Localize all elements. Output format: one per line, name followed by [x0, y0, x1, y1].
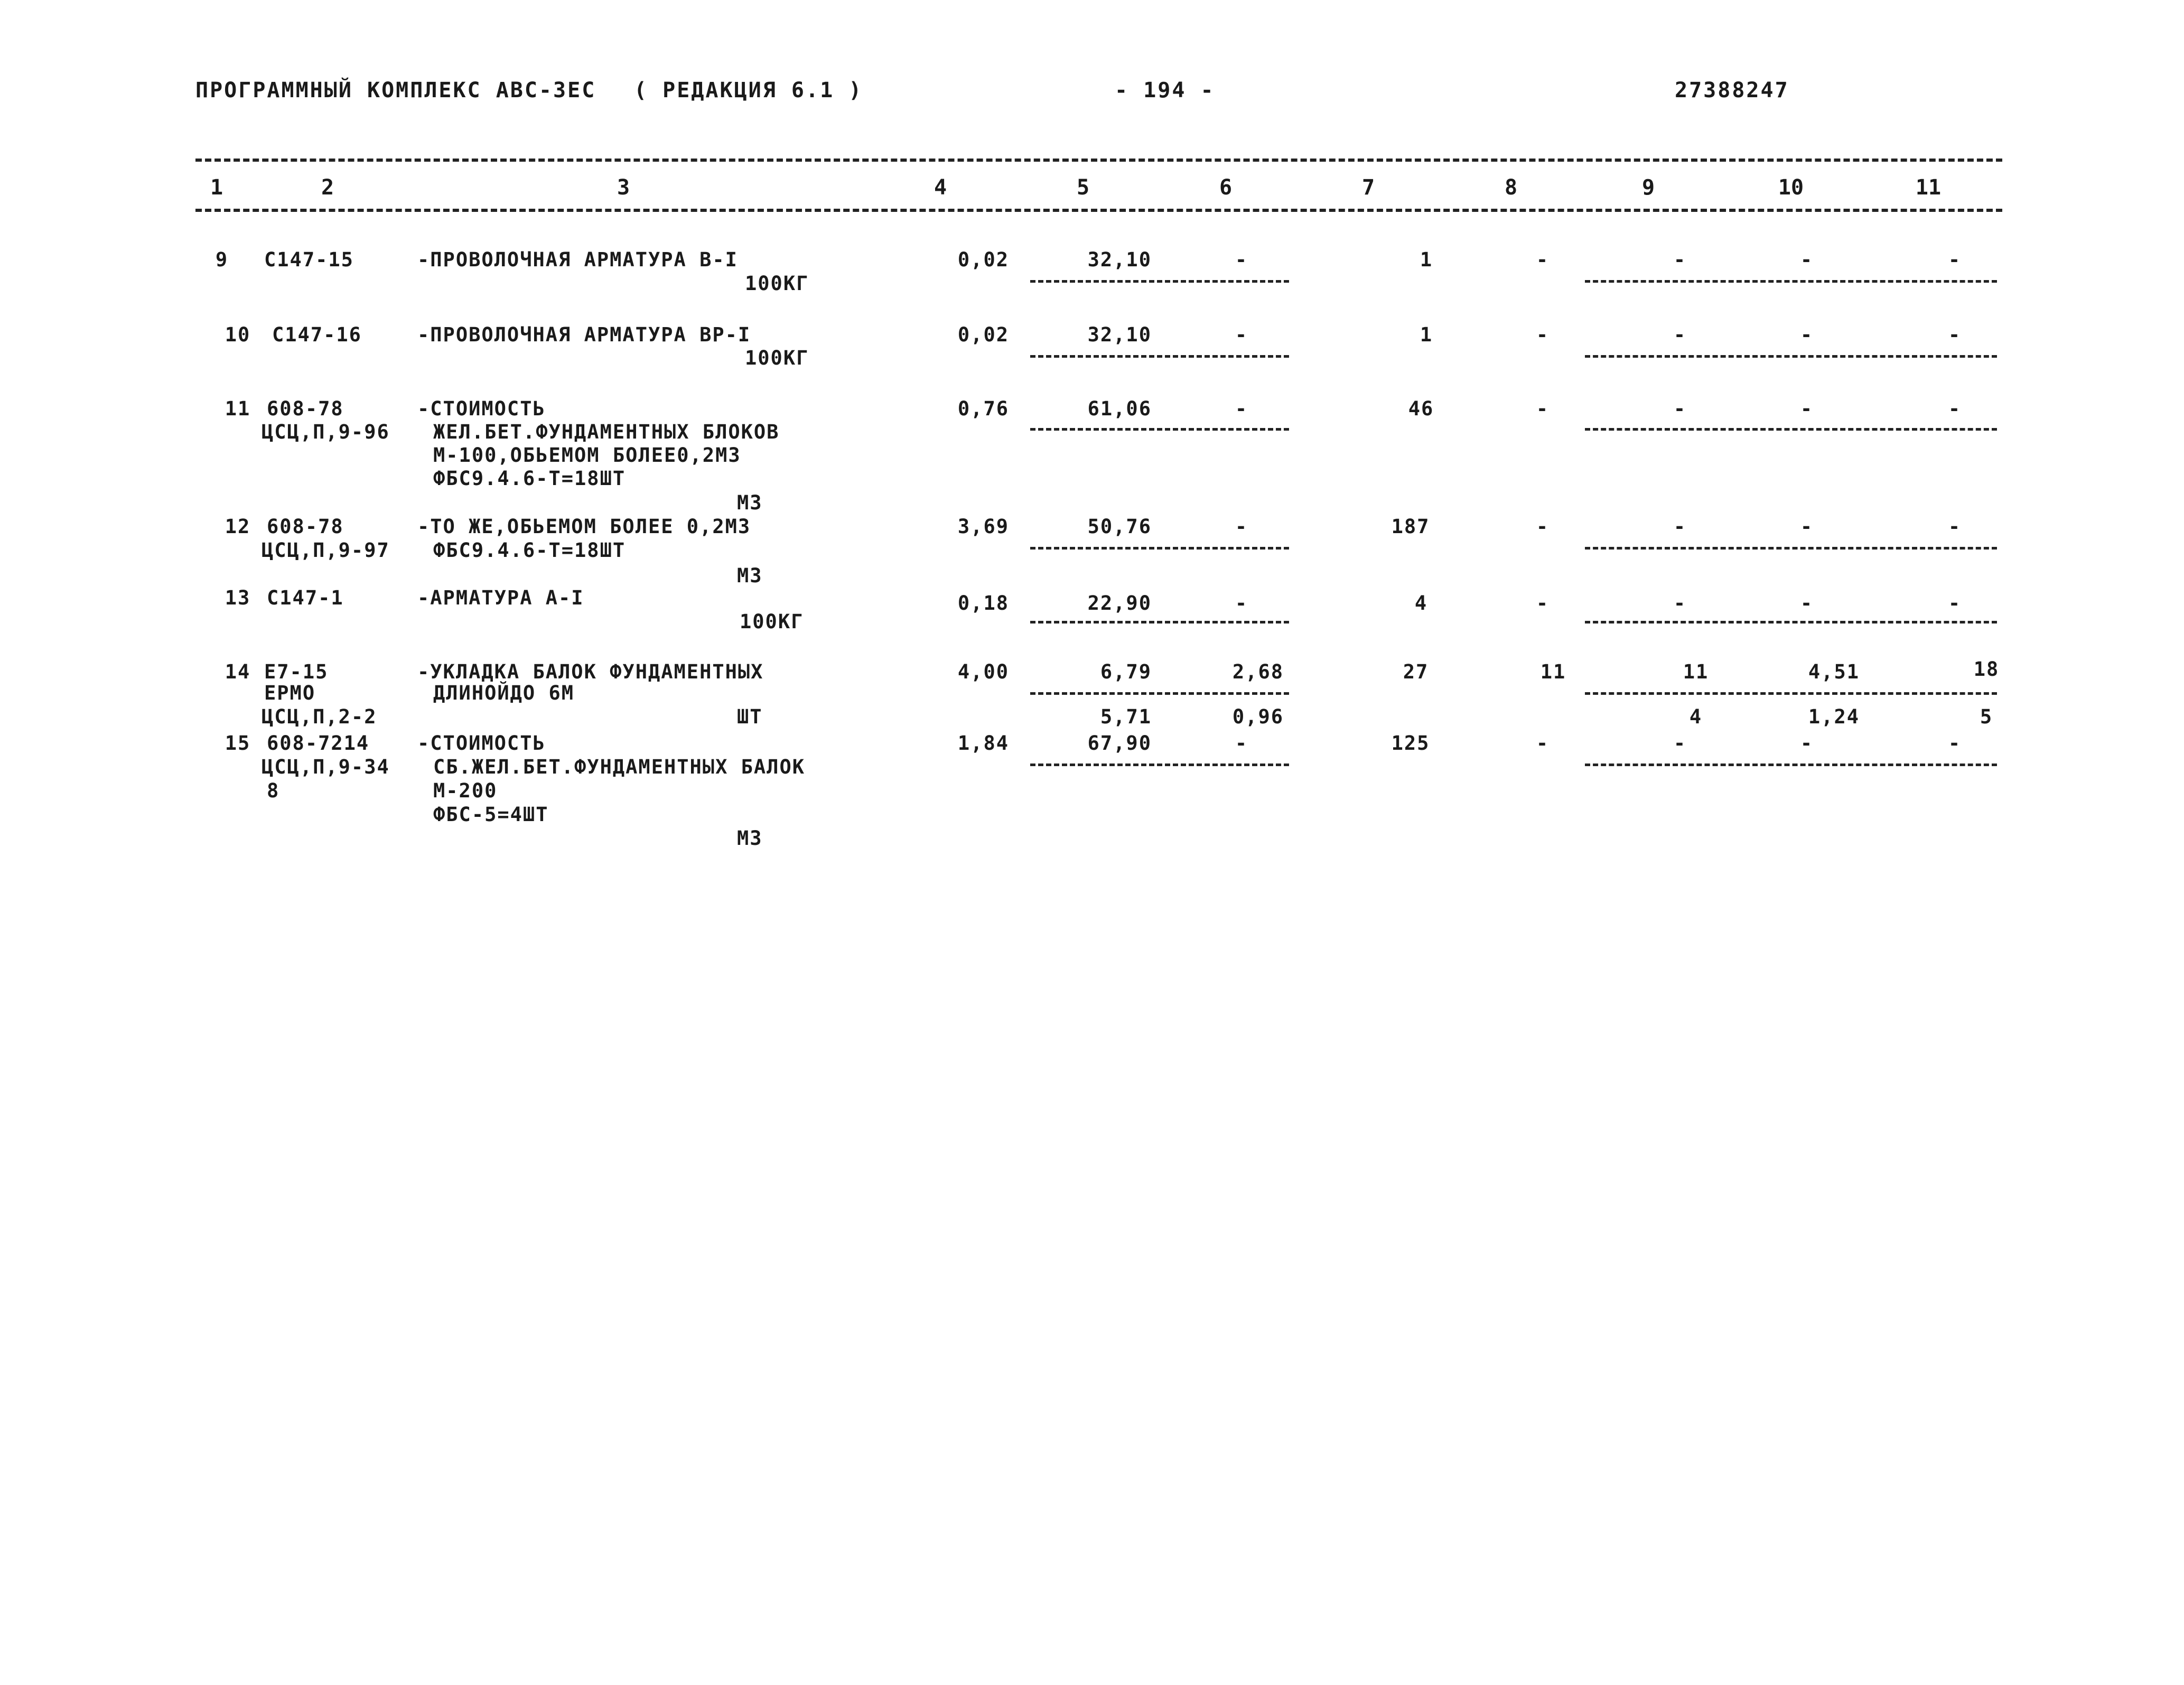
col8-value: -	[1536, 515, 1550, 538]
table-top-rule	[195, 159, 2002, 162]
row-divider	[1585, 764, 1997, 766]
unit: М3	[737, 827, 763, 850]
unit: 100КГ	[745, 347, 809, 369]
column-number: 3	[617, 175, 630, 200]
column-number: 6	[1219, 175, 1233, 200]
col6-value: -	[1235, 732, 1248, 755]
row-divider	[1030, 428, 1289, 431]
row-divider	[1585, 621, 1997, 623]
row-number: 14	[225, 660, 251, 683]
col8-value: -	[1536, 732, 1550, 755]
col6-value: 2,68	[1232, 660, 1284, 683]
work-description: -УКЛАДКА БАЛОК ФУНДАМЕНТНЫХ	[417, 660, 764, 683]
unit-price: 32,10	[1087, 248, 1152, 271]
col6-value: -	[1235, 248, 1248, 271]
col10-value: -	[1800, 592, 1814, 615]
col7-value: 1	[1420, 248, 1433, 271]
col11-value: 18	[1973, 658, 2000, 681]
col7-value: 1	[1420, 323, 1433, 346]
col9-value: -	[1673, 515, 1687, 538]
col7-value: 4	[1414, 592, 1428, 615]
column-number: 4	[934, 175, 947, 200]
col6-value: -	[1235, 323, 1248, 346]
quantity: 0,02	[957, 323, 1009, 346]
column-number: 8	[1504, 175, 1518, 200]
col9-value: 11	[1683, 660, 1709, 683]
norm-code: ЕРМО	[264, 682, 316, 704]
col10-value: 4,51	[1808, 660, 1860, 683]
row-divider	[1030, 547, 1289, 550]
work-description: ДЛИНОЙДО 6М	[433, 682, 575, 704]
col6-value-2: 0,96	[1232, 705, 1284, 728]
col11-value: -	[1948, 323, 1962, 346]
column-number: 2	[321, 175, 334, 200]
row-number: 12	[225, 515, 251, 538]
page-number: - 194 -	[1115, 78, 1215, 103]
col10-value: -	[1800, 248, 1814, 271]
program-name: ПРОГРАММНЫЙ КОМПЛЕКС АВС-3ЕС	[195, 78, 596, 103]
quantity: 0,02	[957, 248, 1009, 271]
row-number: 10	[225, 323, 251, 346]
norm-code: ЦСЦ,П,9-96	[262, 421, 390, 443]
quantity: 3,69	[957, 515, 1009, 538]
col10-value: -	[1800, 515, 1814, 538]
norm-code: С147-16	[272, 323, 362, 346]
col8-value: -	[1536, 592, 1550, 615]
norm-code: ЦСЦ,П,9-34	[262, 756, 390, 778]
quantity: 1,84	[957, 732, 1009, 755]
quantity: 4,00	[957, 660, 1009, 683]
column-number: 1	[210, 175, 223, 200]
work-description: -ПРОВОЛОЧНАЯ АРМАТУРА ВР-I	[417, 323, 751, 346]
work-description: -ТО ЖЕ,ОБЬЕМОМ БОЛЕЕ 0,2М3	[417, 515, 751, 538]
norm-code: 608-7214	[267, 732, 370, 755]
row-divider	[1030, 764, 1289, 766]
norm-code: ЦСЦ,П,2-2	[262, 705, 377, 728]
column-number: 11	[1915, 175, 1942, 200]
unit: М3	[737, 564, 763, 587]
col10-value: -	[1800, 397, 1814, 420]
col6-value: -	[1235, 592, 1248, 615]
col10-value-2: 1,24	[1808, 705, 1860, 728]
row-number: 9	[215, 248, 229, 271]
work-description: СБ.ЖЕЛ.БЕТ.ФУНДАМЕНТНЫХ БАЛОК	[433, 756, 806, 778]
unit-price: 61,06	[1087, 397, 1152, 420]
col9-value: -	[1673, 732, 1687, 755]
unit-price: 22,90	[1087, 592, 1152, 615]
col7-value: 46	[1408, 397, 1434, 420]
col9-value: -	[1673, 248, 1687, 271]
col11-value: -	[1948, 397, 1962, 420]
quantity: 0,76	[957, 397, 1009, 420]
column-number: 7	[1361, 175, 1375, 200]
col7-value: 187	[1391, 515, 1430, 538]
norm-code: 608-78	[267, 515, 344, 538]
unit: М3	[737, 491, 763, 514]
unit: 100КГ	[740, 610, 804, 633]
row-divider	[1585, 355, 1997, 358]
col9-value: -	[1673, 592, 1687, 615]
col8-value: -	[1536, 397, 1550, 420]
work-description: -СТОИМОСТЬ	[417, 732, 546, 755]
row-divider	[1030, 692, 1289, 695]
col9-value: -	[1673, 323, 1687, 346]
quantity: 0,18	[957, 592, 1009, 615]
work-description: ЖЕЛ.БЕТ.ФУНДАМЕНТНЫХ БЛОКОВ	[433, 421, 780, 443]
col8-value: -	[1536, 323, 1550, 346]
norm-code: С147-15	[264, 248, 354, 271]
norm-code: ЦСЦ,П,9-97	[262, 539, 390, 562]
col6-value: -	[1235, 515, 1248, 538]
col11-value: -	[1948, 515, 1962, 538]
row-number: 11	[225, 397, 251, 420]
norm-code: С147-1	[267, 587, 344, 609]
row-divider	[1585, 280, 1997, 283]
col9-value: -	[1673, 397, 1687, 420]
row-divider	[1030, 280, 1289, 283]
header-bottom-rule	[195, 209, 2002, 212]
row-number: 13	[225, 587, 251, 609]
norm-code: 608-78	[267, 397, 344, 420]
col10-value: -	[1800, 323, 1814, 346]
col8-value: -	[1536, 248, 1550, 271]
col11-value: -	[1948, 732, 1962, 755]
norm-code: 8	[267, 779, 280, 802]
work-description: -АРМАТУРА А-I	[417, 587, 584, 609]
unit-price: 6,79	[1100, 660, 1152, 683]
col11-value-2: 5	[1980, 705, 1993, 728]
unit-price: 32,10	[1087, 323, 1152, 346]
norm-code: Е7-15	[264, 660, 329, 683]
col11-value: -	[1948, 248, 1962, 271]
work-description: ФБС9.4.6-Т=18ШТ	[433, 467, 626, 490]
col7-value: 125	[1391, 732, 1430, 755]
row-divider	[1030, 355, 1289, 358]
column-number: 10	[1778, 175, 1804, 200]
row-divider	[1585, 428, 1997, 431]
unit-price: 67,90	[1087, 732, 1152, 755]
work-description: ФБС-5=4ШТ	[433, 803, 549, 826]
row-divider	[1030, 621, 1289, 623]
unit: ШТ	[737, 705, 763, 728]
col11-value: -	[1948, 592, 1962, 615]
document-code: 27388247	[1675, 78, 1789, 103]
work-description: М-100,ОБЬЕМОМ БОЛЕЕ0,2М3	[433, 444, 741, 467]
col10-value: -	[1800, 732, 1814, 755]
row-divider	[1585, 547, 1997, 550]
column-number: 5	[1076, 175, 1090, 200]
row-divider	[1585, 692, 1997, 695]
work-description: ФБС9.4.6-Т=18ШТ	[433, 539, 626, 562]
unit: 100КГ	[745, 272, 809, 295]
row-number: 15	[225, 732, 251, 755]
col6-value: -	[1235, 397, 1248, 420]
col9-value-2: 4	[1689, 705, 1703, 728]
edition: ( РЕДАКЦИЯ 6.1 )	[634, 78, 863, 103]
col7-value: 27	[1403, 660, 1429, 683]
work-description: М-200	[433, 779, 498, 802]
column-number: 9	[1641, 175, 1655, 200]
unit-price: 50,76	[1087, 515, 1152, 538]
work-description: -ПРОВОЛОЧНАЯ АРМАТУРА В-I	[417, 248, 738, 271]
unit-price-2: 5,71	[1100, 705, 1152, 728]
col8-value: 11	[1540, 660, 1566, 683]
work-description: -СТОИМОСТЬ	[417, 397, 546, 420]
